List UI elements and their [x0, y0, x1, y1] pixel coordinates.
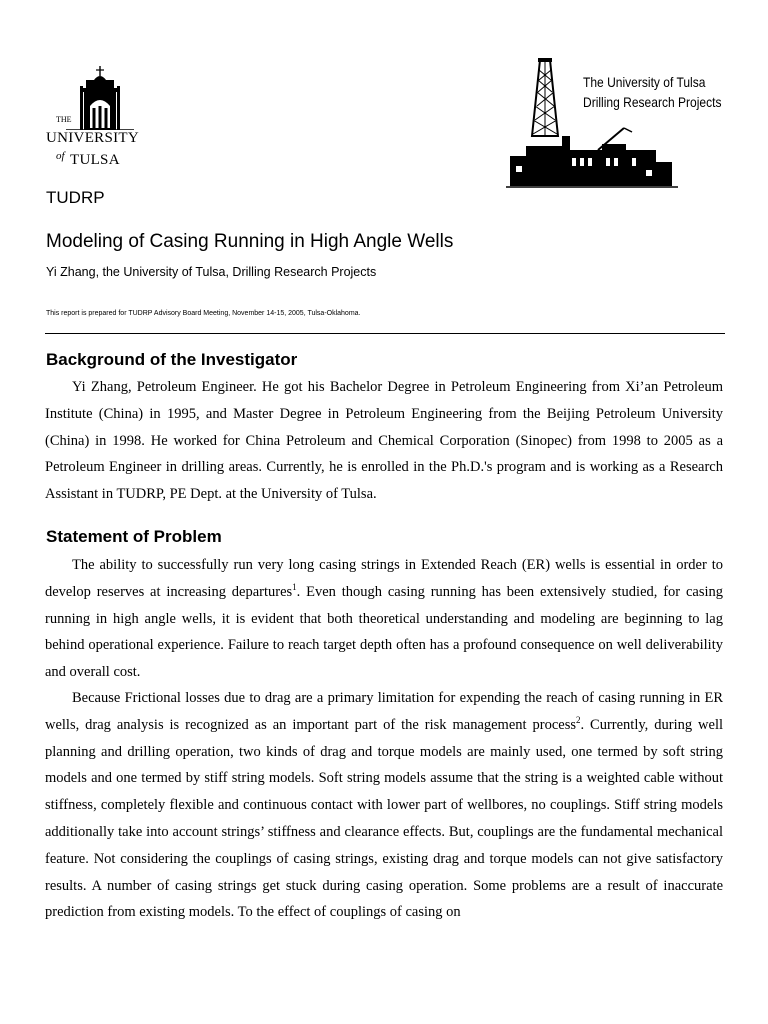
- logo-tulsa: TULSA: [70, 152, 120, 168]
- rig-caption-line2: Drilling Research Projects: [583, 94, 722, 110]
- heading-background: Background of the Investigator: [46, 350, 298, 369]
- problem-p1-text-a: The ability to successfully run very long casing strings in Extended Reach (ER) wells is essential in order to develop reserves at increasing departures: [45, 557, 723, 600]
- author-line: Yi Zhang, the University of Tulsa, Drilling Research Projects: [46, 265, 377, 279]
- logo-the: THE: [56, 115, 72, 124]
- document-title: Modeling of Casing Running in High Angle Wells: [46, 231, 454, 252]
- header-divider: [45, 333, 725, 334]
- rig-caption-line1: The University of Tulsa: [583, 74, 706, 90]
- footnote-ref-2: 2: [575, 714, 581, 725]
- problem-paragraph-1: [45, 552, 723, 686]
- logo-university: UNIVERSITY: [46, 130, 139, 146]
- footnote-ref-1: 1: [292, 581, 297, 592]
- rig-caption: [583, 72, 722, 112]
- background-paragraph: Yi Zhang, Petroleum Engineer. He got his Bachelor Degree in Petroleum Engineering from Xi’an Petroleum Institute (China) in 1995, and Master Degree in Petroleum Engineering from the Beijing Petroleum University (China) in 1998. He worked for China Petroleum and Chemical Corporation (Sinopec) from 1998 to 2005 as a Petroleum Engineer in drilling areas. Currently, he is enrolled in the Ph.D.'s program and is working as a Research Assistant in TUDRP, PE Dept. at the University of Tulsa.: [45, 379, 723, 503]
- problem-p2-text-b: . Currently, during well planning and drilling operation, two kinds of drag and torque models are mainly used, one termed by soft string models and one termed by stiff string models. Soft string models assume that the string is a weighted cable without stiffness, completely flexible and continuous contact with lower part of wellbores, no couplings. Stiff string models additionally take into account strings’ stiffness and clearance effects. But, couplings are the fundamental mechanical feature. Not considering the couplings of casing strings, existing drag and torque models can not give satisfactory results. A number of casing strings get stuck during casing operation. Some problems are a result of inaccurate prediction from existing models. To the effect of couplings of casing on: [45, 716, 724, 921]
- organization-label: TUDRP: [46, 188, 105, 207]
- problem-p1-text-b: . Even though casing running has been extensively studied, for casing running in high angle wells, it is evident that both theoretical understanding and modeling are beginning to lag behind operational experience. Failure to reach target depth often has a profound consequence on well deliverability and overall cost.: [45, 583, 723, 681]
- problem-paragraph-2: [45, 685, 723, 926]
- heading-statement-of-problem: Statement of Problem: [46, 527, 222, 546]
- meeting-note: This report is prepared for TUDRP Advisory Board Meeting, November 14-15, 2005, Tulsa-Oklahoma.: [46, 310, 361, 317]
- university-of-tulsa-logo: [46, 66, 146, 174]
- problem-p2-text-a: Because Frictional losses due to drag are a primary limitation for expending the reach of casing running in ER wells, drag analysis is recognized as an important part of the risk management process: [45, 690, 723, 733]
- logo-of: of: [56, 150, 65, 162]
